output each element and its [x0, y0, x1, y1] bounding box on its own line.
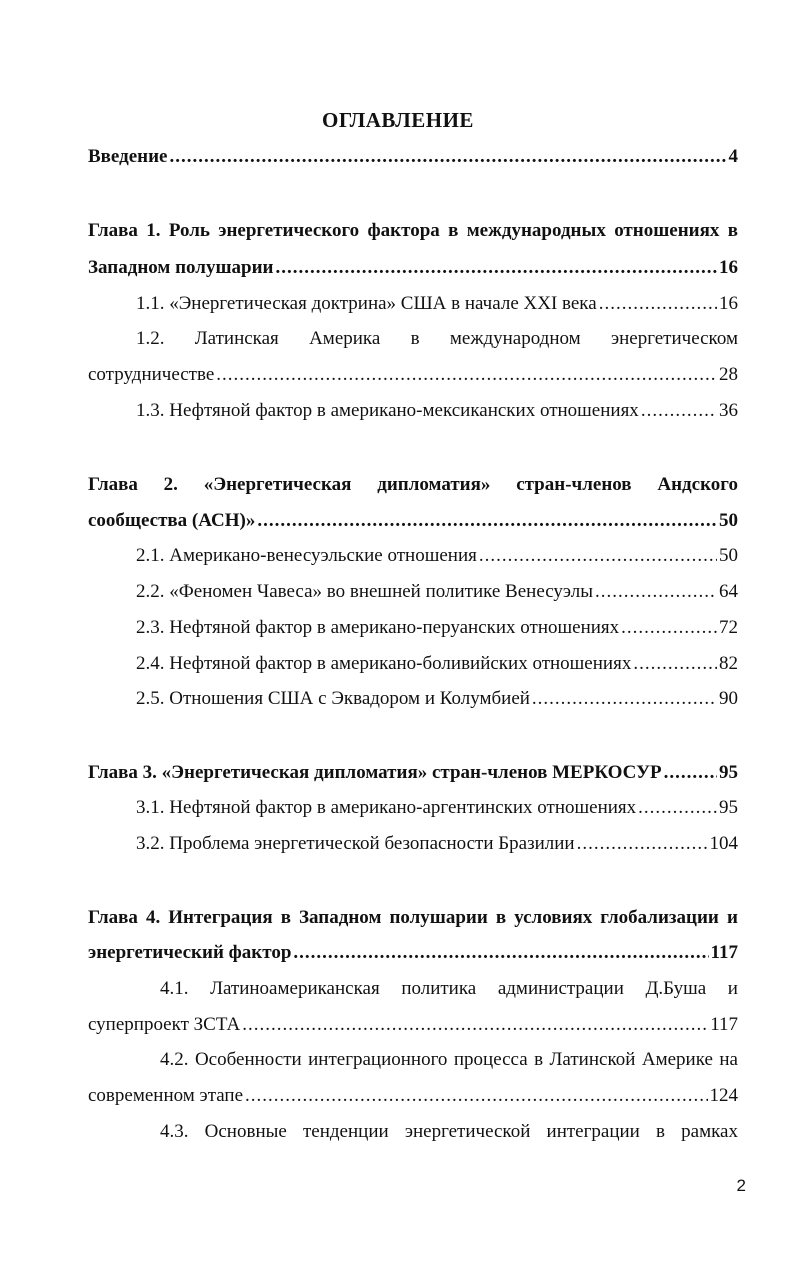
- toc-page-number: 124: [709, 1085, 738, 1106]
- toc-page-number: 16: [719, 293, 738, 314]
- toc-section-2-5[interactable]: 2.5. Отношения США с Эквадором и Колумбией ..... 90: [136, 684, 738, 714]
- section-4-2-title-word: Латинской: [549, 1049, 636, 1070]
- toc-page-number: 4: [728, 146, 738, 167]
- toc-page-number: 64: [719, 581, 738, 602]
- toc-section-1-2-line1[interactable]: [136, 324, 738, 354]
- toc-section-4-1-line2[interactable]: суперпроект ЗСТА ..... 117: [88, 1010, 738, 1040]
- section-4-2-title-word: интеграционного: [308, 1049, 448, 1070]
- toc-section-3-2[interactable]: 3.2. Проблема энергетической безопасности Бразилии ..... 104: [136, 829, 738, 859]
- toc-entry-intro[interactable]: [88, 142, 738, 172]
- toc-chapter-4-line1[interactable]: [88, 903, 738, 933]
- section-4-2-title-word: Особенности: [194, 1049, 302, 1070]
- section-4-3-title-word: тенденции: [302, 1121, 389, 1142]
- chapter-1-title-word: фактора: [367, 220, 440, 241]
- chapter-1-title-word: 1.: [146, 220, 161, 241]
- page-title: ОГЛАВЛЕНИЕ: [322, 108, 474, 132]
- toc-page-number: 16: [719, 257, 738, 278]
- section-4-2-title-word: 4.2.: [160, 1049, 189, 1070]
- chapter-1-title-word: Глава: [88, 220, 138, 241]
- toc-page-number: 90: [719, 688, 738, 709]
- chapter-4-title-word: 4.: [145, 907, 161, 928]
- toc-section-2-4[interactable]: 2.4. Нефтяной фактор в американо-боливийских отношениях ..... 82: [136, 649, 738, 679]
- chapter-4-title-word: в: [495, 907, 507, 928]
- section-1-2-title-word: Америка: [309, 328, 381, 349]
- toc-section-1-1[interactable]: 1.1. «Энергетическая доктрина» США в начале XXI века ..... 16: [136, 289, 738, 319]
- toc-page-number: 28: [719, 364, 738, 385]
- section-1-2-title-word: энергетическом: [610, 328, 738, 349]
- section-1-2-title-word: 1.2.: [136, 328, 165, 349]
- toc-chapter-2-line1[interactable]: [88, 470, 738, 500]
- toc-chapter-4-line2[interactable]: энергетический фактор ..... 117: [88, 938, 738, 968]
- chapter-4-title-word: Интеграция: [168, 907, 273, 928]
- toc-page-number: 36: [719, 400, 738, 421]
- toc-entry-text: Введение: [88, 146, 168, 167]
- page-number: 2: [736, 1176, 746, 1195]
- section-1-2-title-word: Латинская: [194, 328, 279, 349]
- toc-page-number: 117: [710, 942, 738, 963]
- toc-chapter-1-line1[interactable]: [88, 216, 738, 246]
- section-4-1-title-word: администрации: [497, 978, 624, 999]
- toc-section-4-2-line1[interactable]: [160, 1045, 738, 1075]
- toc-page-number: 72: [719, 617, 738, 638]
- chapter-4-title-word: глобализации: [600, 907, 719, 928]
- section-4-3-title-word: 4.3.: [160, 1121, 189, 1142]
- toc-section-2-2[interactable]: 2.2. «Феномен Чавеса» во внешней политике Венесуэлы ..... 64: [136, 577, 738, 607]
- chapter-2-title-word: Глава: [88, 474, 138, 495]
- chapter-1-title-word: международных: [466, 220, 606, 241]
- toc-section-1-3[interactable]: 1.3. Нефтяной фактор в американо-мексиканских отношениях ..... 36: [136, 396, 738, 426]
- chapter-4-title-word: условиях: [514, 907, 593, 928]
- toc-chapter-3[interactable]: Глава 3. «Энергетическая дипломатия» стран-членов МЕРКОСУР ..... 95: [88, 758, 738, 788]
- chapter-2-title-word: «Энергетическая: [203, 474, 352, 495]
- toc-section-2-1[interactable]: 2.1. Американо-венесуэльские отношения ..... 50: [136, 541, 738, 571]
- section-4-3-title-word: в: [656, 1121, 665, 1142]
- section-4-2-title-word: Америке: [641, 1049, 713, 1070]
- chapter-1-title-word: отношениях: [614, 220, 720, 241]
- section-1-2-title-word: в: [410, 328, 420, 349]
- toc-page-number: 95: [719, 762, 738, 783]
- toc-section-4-2-line2[interactable]: современном этапе ..... 124: [88, 1081, 738, 1111]
- toc-page-number: 104: [709, 833, 738, 854]
- toc-page-number: 117: [710, 1014, 738, 1035]
- chapter-2-title-word: дипломатия»: [377, 474, 491, 495]
- toc-section-3-1[interactable]: 3.1. Нефтяной фактор в американо-аргентинских отношениях ..... 95: [136, 793, 738, 823]
- section-4-1-title-word: Д.Буша: [645, 978, 707, 999]
- chapter-1-title-word: в: [448, 220, 459, 241]
- toc-page-number: 50: [719, 545, 738, 566]
- section-4-1-title-word: 4.1.: [160, 978, 189, 999]
- section-4-2-title-word: процесса: [453, 1049, 528, 1070]
- toc-section-4-3-line1[interactable]: [160, 1117, 738, 1147]
- toc-page-number: 50: [719, 510, 738, 531]
- section-1-2-title-word: международном: [449, 328, 581, 349]
- chapter-4-title-word: в: [280, 907, 291, 928]
- toc-page-number: 95: [719, 797, 738, 818]
- chapter-1-title-word: в: [727, 220, 738, 241]
- section-4-2-title-word: на: [719, 1049, 738, 1070]
- chapter-4-title-word: и: [726, 907, 738, 928]
- chapter-1-title-word: Роль: [168, 220, 210, 241]
- toc-chapter-2-line2[interactable]: сообщества (АСН)» ..... 50: [88, 506, 738, 536]
- section-4-1-title-word: Латиноамериканская: [210, 978, 380, 999]
- toc-chapter-1-line2[interactable]: Западном полушарии ..... 16: [88, 253, 738, 283]
- chapter-2-title-word: 2.: [163, 474, 178, 495]
- section-4-3-title-word: Основные: [204, 1121, 287, 1142]
- toc-page-number: 82: [719, 653, 738, 674]
- chapter-2-title-word: стран-членов: [516, 474, 632, 495]
- chapter-1-title-word: энергетического: [218, 220, 360, 241]
- toc-section-2-3[interactable]: 2.3. Нефтяной фактор в американо-перуанских отношениях ..... 72: [136, 613, 738, 643]
- toc-section-4-1-line1[interactable]: [160, 974, 738, 1004]
- section-4-3-title-word: интеграции: [546, 1121, 640, 1142]
- section-4-2-title-word: в: [534, 1049, 544, 1070]
- chapter-4-title-word: Западном: [299, 907, 382, 928]
- chapter-4-title-word: Глава: [88, 907, 138, 928]
- chapter-2-title-word: Андского: [657, 474, 738, 495]
- section-4-3-title-word: рамках: [681, 1121, 738, 1142]
- chapter-4-title-word: полушарии: [389, 907, 488, 928]
- toc-section-1-2-line2[interactable]: сотрудничестве ..... 28: [88, 360, 738, 390]
- section-4-1-title-word: и: [727, 978, 738, 999]
- section-4-1-title-word: политика: [401, 978, 477, 999]
- section-4-3-title-word: энергетической: [404, 1121, 531, 1142]
